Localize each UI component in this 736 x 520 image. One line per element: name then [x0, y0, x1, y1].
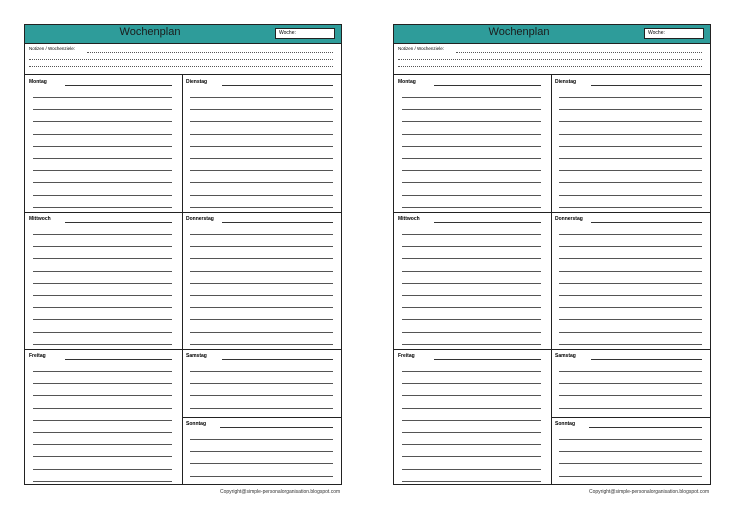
writing-line — [402, 134, 541, 135]
writing-line — [402, 195, 541, 196]
row-divider — [182, 417, 341, 418]
day-header-rule — [591, 359, 702, 360]
day-header-rule — [65, 359, 172, 360]
writing-line — [33, 195, 172, 196]
writing-line — [33, 271, 172, 272]
week-field: Woche: — [644, 28, 704, 39]
writing-line — [402, 307, 541, 308]
writing-line — [33, 158, 172, 159]
day-header-rule — [222, 222, 333, 223]
day-label: Donnerstag — [555, 216, 583, 222]
writing-line — [33, 444, 172, 445]
day-label: Sonntag — [186, 421, 206, 427]
writing-line — [402, 97, 541, 98]
day-header-rule — [434, 85, 541, 86]
writing-line — [402, 456, 541, 457]
writing-line — [190, 408, 333, 409]
writing-line — [559, 195, 702, 196]
writing-line — [559, 295, 702, 296]
day-cell — [25, 75, 182, 212]
day-label: Montag — [398, 79, 416, 85]
writing-line — [190, 395, 333, 396]
writing-line — [559, 207, 702, 208]
writing-line — [402, 481, 541, 482]
day-label: Sonntag — [555, 421, 575, 427]
writing-line — [559, 319, 702, 320]
writing-line — [190, 283, 333, 284]
writing-line — [402, 283, 541, 284]
writing-line — [190, 332, 333, 333]
notes-dotted-line — [398, 66, 702, 67]
writing-line — [190, 463, 333, 464]
writing-line — [190, 383, 333, 384]
writing-line — [190, 195, 333, 196]
writing-line — [33, 481, 172, 482]
writing-line — [33, 207, 172, 208]
day-header-rule — [220, 427, 333, 428]
writing-line — [559, 344, 702, 345]
row-divider — [25, 212, 341, 213]
day-cell — [182, 75, 343, 212]
writing-line — [33, 383, 172, 384]
day-label: Dienstag — [186, 79, 208, 85]
day-header-rule — [222, 85, 333, 86]
day-label: Freitag — [398, 353, 415, 359]
day-label: Mittwoch — [29, 216, 51, 222]
row-divider — [394, 212, 710, 213]
day-header-rule — [222, 359, 333, 360]
writing-line — [559, 395, 702, 396]
writing-line — [559, 109, 702, 110]
writing-line — [190, 109, 333, 110]
writing-line — [33, 234, 172, 235]
writing-line — [559, 182, 702, 183]
writing-line — [559, 307, 702, 308]
writing-line — [559, 234, 702, 235]
writing-line — [33, 319, 172, 320]
writing-line — [402, 444, 541, 445]
day-cell — [182, 212, 343, 349]
writing-line — [402, 234, 541, 235]
writing-line — [33, 420, 172, 421]
writing-line — [190, 182, 333, 183]
writing-line — [402, 319, 541, 320]
writing-line — [190, 97, 333, 98]
day-header-rule — [65, 222, 172, 223]
writing-line — [190, 246, 333, 247]
planner-page — [393, 24, 711, 485]
writing-line — [402, 158, 541, 159]
writing-line — [559, 451, 702, 452]
day-label: Mittwoch — [398, 216, 420, 222]
writing-line — [33, 283, 172, 284]
writing-line — [190, 271, 333, 272]
planner-title: Wochenplan — [119, 26, 181, 38]
writing-line — [190, 258, 333, 259]
copyright-footer: Copyright@simple-personalorganisation.blogspot.com — [589, 489, 710, 495]
notes-label: Notizen / Wochenziele: — [398, 46, 444, 51]
writing-line — [33, 121, 172, 122]
day-cell — [182, 349, 343, 417]
writing-line — [559, 170, 702, 171]
writing-line — [33, 408, 172, 409]
writing-line — [33, 182, 172, 183]
writing-line — [402, 146, 541, 147]
column-divider — [182, 75, 183, 484]
writing-line — [190, 344, 333, 345]
days-grid — [394, 75, 710, 484]
day-cell — [25, 349, 182, 486]
writing-line — [559, 146, 702, 147]
notes-label: Notizen / Wochenziele: — [29, 46, 75, 51]
writing-line — [190, 121, 333, 122]
writing-line — [559, 158, 702, 159]
writing-line — [402, 109, 541, 110]
planner-header — [394, 25, 710, 44]
writing-line — [33, 469, 172, 470]
writing-line — [402, 207, 541, 208]
row-divider — [25, 349, 341, 350]
writing-line — [402, 121, 541, 122]
day-cell — [394, 75, 551, 212]
writing-line — [402, 295, 541, 296]
day-header-rule — [591, 85, 702, 86]
writing-line — [33, 332, 172, 333]
day-label: Dienstag — [555, 79, 577, 85]
writing-line — [190, 134, 333, 135]
notes-section — [25, 43, 341, 75]
day-header-rule — [65, 85, 172, 86]
day-header-rule — [591, 222, 702, 223]
day-cell — [394, 212, 551, 349]
day-label: Freitag — [29, 353, 46, 359]
writing-line — [402, 170, 541, 171]
notes-dotted-line — [29, 59, 333, 60]
writing-line — [402, 344, 541, 345]
row-divider — [394, 349, 710, 350]
writing-line — [33, 246, 172, 247]
writing-line — [190, 207, 333, 208]
writing-line — [559, 476, 702, 477]
day-label: Montag — [29, 79, 47, 85]
writing-line — [402, 395, 541, 396]
copyright-footer: Copyright@simple-personalorganisation.blogspot.com — [220, 489, 341, 495]
day-cell — [394, 349, 551, 486]
writing-line — [402, 432, 541, 433]
writing-line — [190, 476, 333, 477]
writing-line — [559, 246, 702, 247]
writing-line — [402, 332, 541, 333]
day-cell — [551, 212, 712, 349]
writing-line — [33, 146, 172, 147]
week-field: Woche: — [275, 28, 335, 39]
writing-line — [559, 271, 702, 272]
writing-line — [33, 295, 172, 296]
writing-line — [559, 371, 702, 372]
writing-line — [190, 451, 333, 452]
writing-line — [190, 146, 333, 147]
writing-line — [402, 408, 541, 409]
writing-line — [402, 182, 541, 183]
writing-line — [559, 283, 702, 284]
writing-line — [559, 332, 702, 333]
day-cell — [551, 349, 712, 417]
writing-line — [190, 439, 333, 440]
writing-line — [33, 170, 172, 171]
writing-line — [402, 371, 541, 372]
day-cell — [182, 417, 343, 486]
writing-line — [402, 420, 541, 421]
writing-line — [33, 97, 172, 98]
days-grid — [25, 75, 341, 484]
notes-dotted-line — [29, 66, 333, 67]
writing-line — [559, 439, 702, 440]
writing-line — [190, 371, 333, 372]
writing-line — [559, 463, 702, 464]
writing-line — [559, 97, 702, 98]
writing-line — [33, 395, 172, 396]
day-label: Samstag — [555, 353, 576, 359]
writing-line — [33, 456, 172, 457]
column-divider — [551, 75, 552, 484]
writing-line — [33, 134, 172, 135]
planner-header — [25, 25, 341, 44]
writing-line — [190, 158, 333, 159]
notes-section — [394, 43, 710, 75]
day-cell — [551, 75, 712, 212]
notes-dotted-line — [87, 52, 333, 53]
day-cell — [551, 417, 712, 486]
writing-line — [402, 246, 541, 247]
planner-title: Wochenplan — [488, 26, 550, 38]
writing-line — [559, 134, 702, 135]
writing-line — [33, 307, 172, 308]
day-header-rule — [589, 427, 702, 428]
day-label: Donnerstag — [186, 216, 214, 222]
writing-line — [559, 121, 702, 122]
writing-line — [190, 295, 333, 296]
row-divider — [551, 417, 710, 418]
writing-line — [402, 271, 541, 272]
day-label: Samstag — [186, 353, 207, 359]
writing-line — [559, 383, 702, 384]
writing-line — [33, 432, 172, 433]
planner-page — [24, 24, 342, 485]
writing-line — [402, 469, 541, 470]
writing-line — [402, 383, 541, 384]
writing-line — [190, 319, 333, 320]
writing-line — [33, 258, 172, 259]
writing-line — [402, 258, 541, 259]
writing-line — [33, 344, 172, 345]
writing-line — [33, 371, 172, 372]
writing-line — [559, 408, 702, 409]
writing-line — [190, 170, 333, 171]
day-header-rule — [434, 359, 541, 360]
writing-line — [559, 258, 702, 259]
writing-line — [190, 307, 333, 308]
day-cell — [25, 212, 182, 349]
writing-line — [33, 109, 172, 110]
day-header-rule — [434, 222, 541, 223]
notes-dotted-line — [398, 59, 702, 60]
writing-line — [190, 234, 333, 235]
notes-dotted-line — [456, 52, 702, 53]
